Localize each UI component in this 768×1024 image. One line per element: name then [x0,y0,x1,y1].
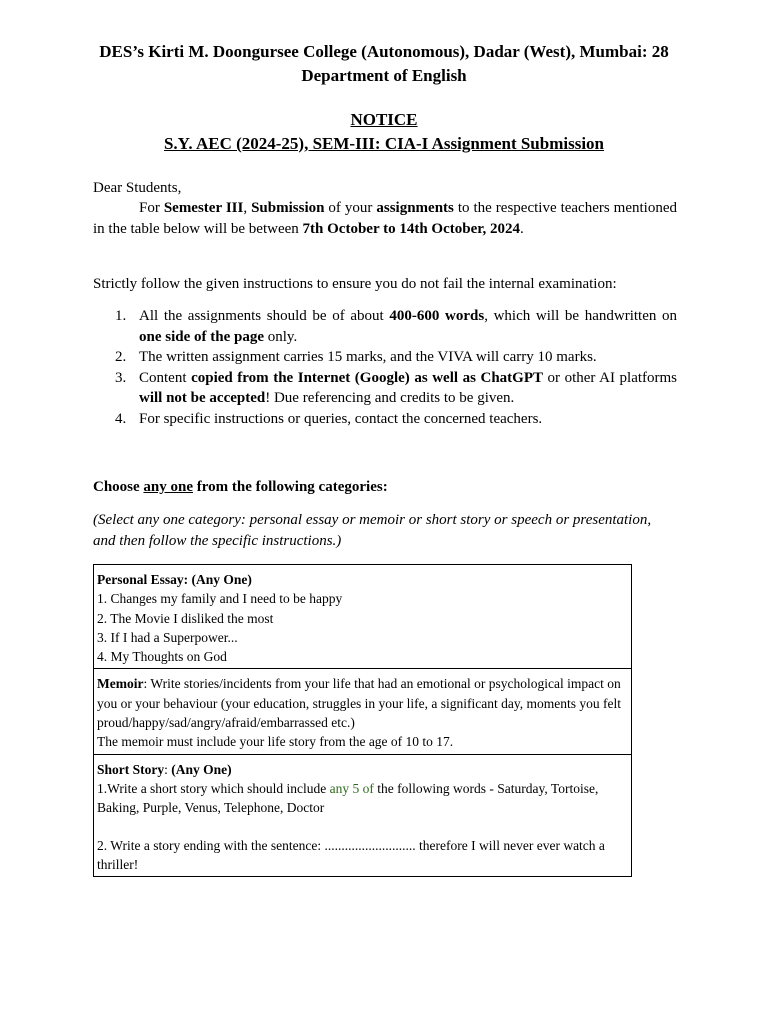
list-item [93,306,677,347]
college-name: DES’s Kirti M. Doongursee College (Autonomous), Dadar (West), Mumbai: 28 [99,42,669,61]
word-count-bold: 400-600 words [389,308,485,324]
text-run: Content [139,369,192,386]
personal-essay-cell [94,565,632,669]
text-run: Choose [93,479,144,495]
text-run: or other AI platforms [543,369,678,386]
instruction-list [93,306,677,429]
any-one-underlined: any one [143,479,194,495]
short-story-item-2: 2. Write a story ending with the sentence: ........................... therefore I will never ever watch a thriller! [97,837,605,872]
department-name: Department of English [301,66,467,85]
list-item: 3. If I had a Superpower... [97,629,238,645]
select-note: (Select any one category: personal essay or memoir or short story or speech or presentation, and then follow the specific instructions.) [93,512,652,549]
text-run: of your [324,200,377,216]
copied-content-bold: copied from the Internet (Google) as well as ChatGPT [191,369,543,386]
submission-dates: 7th October to 14th October, 2024 [302,220,521,237]
table-row [94,669,632,754]
greeting: Dear Students, [93,180,182,196]
list-number: 4. [115,410,127,427]
memoir-cell [94,669,632,754]
text-run: only. [264,328,298,345]
text-run: : Write stories/incidents from your life that had an emotional or psychological impact on you or your behaviour (your education, struggles in your life, a significant day, moments you felt proud/happy/sad/angry/afraid/embarrassed etc.) [97,676,622,731]
list-item [93,347,677,368]
table-row [94,754,632,876]
list-item [93,409,677,430]
strict-instruction: Strictly follow the given instructions to ensure you do not fail the internal examination: [93,276,617,292]
submission-bold: Submission [251,200,325,216]
list-number: 3. [115,369,127,386]
heading-bold: Short Story [97,761,165,777]
text-run: , which will be handwritten on [484,308,678,324]
list-item: 4. My Thoughts on God [97,649,227,665]
text-run: ! Due referencing and credits to be given. [265,390,515,406]
text-run: from the following categories: [193,479,388,495]
text-run: . [520,220,524,237]
notice-title: S.Y. AEC (2024-25), SEM-III: CIA-I Assignment Submission [163,134,605,153]
memoir-age-note: The memoir must include your life story from the age of 10 to 17. [97,734,454,750]
text-run: , [243,200,252,216]
list-number: 1. [115,308,127,324]
categories-table [93,564,632,877]
table-row [94,565,632,669]
any-one-bold: (Any One) [171,761,232,777]
short-story-heading [97,760,628,779]
text-run: For [139,200,164,216]
notice-heading: NOTICE [350,110,418,129]
one-side-bold: one side of the page [139,328,264,345]
text-run: 1.Write a short story which should include [97,780,330,796]
personal-essay-heading [97,570,628,589]
assignments-bold: assignments [376,200,454,216]
memoir-description [97,674,628,732]
short-story-item-1 [97,779,628,818]
short-story-cell [94,754,632,876]
semester-bold: Semester III [163,200,244,216]
text-run: For specific instructions or queries, contact the concerned teachers. [139,410,543,427]
submission-paragraph [93,198,677,239]
spacer [97,818,628,836]
text-run: : [164,761,172,777]
list-item [93,368,677,409]
list-item: 2. The Movie I disliked the most [97,610,274,626]
memoir-heading: Memoir [97,676,144,692]
highlighted-text: any 5 of [329,780,374,796]
heading-bold: Personal Essay: (Any One) [97,572,252,587]
list-number: 2. [115,349,127,365]
text-run: the following words - Saturday, Tortoise, Baking, Purple, Venus, Telephone, Doctor [97,780,599,816]
not-accepted-bold: will not be accepted [139,390,266,406]
text-run: to the respective teachers mentioned in the table below will be between [93,200,678,237]
choose-heading [93,477,388,497]
text-run: All the assignments should be of about [139,308,390,324]
list-item: 1. Changes my family and I need to be happy [97,591,343,607]
text-run: The written assignment carries 15 marks, and the VIVA will carry 10 marks. [139,349,597,365]
